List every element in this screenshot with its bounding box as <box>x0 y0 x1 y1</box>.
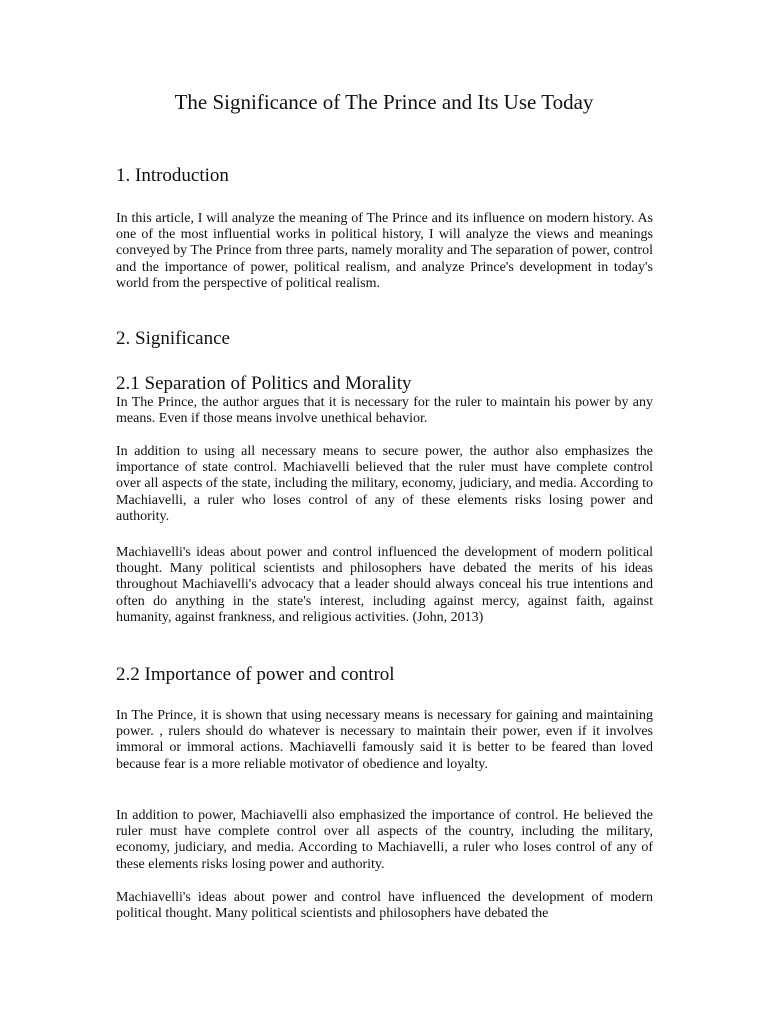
paragraph-separation-2: In addition to using all necessary means to secure power, the author also emphasizes the importance of state control. Machiavelli believed that the ruler must have complete control over all aspects of the state, including the military, economy, judiciary, and media. According to Machiavelli, a ruler who loses control of any of these elements risks losing power and authority. <box>116 444 653 524</box>
paragraph-separation-1: In The Prince, the author argues that it is necessary for the ruler to maintain his power by any means. Even if those means involve unethical behavior. <box>116 395 653 427</box>
heading-importance-of-power-and-control: 2.2 Importance of power and control <box>116 664 395 685</box>
paragraph-power-3: Machiavelli's ideas about power and control have influenced the development of modern political thought. Many political scientists and philosophers have debated the <box>116 890 653 922</box>
paragraph-power-2: In addition to power, Machiavelli also emphasized the importance of control. He believed the ruler must have complete control over all aspects of the country, including the military, economy, judiciary, and media. According to Machiavelli, a ruler who loses control of any of these elements risks losing power and authority. <box>116 808 653 872</box>
heading-separation-of-politics-and-morality: 2.1 Separation of Politics and Morality <box>116 373 412 394</box>
paragraph-separation-3: Machiavelli's ideas about power and control influenced the development of modern political thought. Many political scientists and philosophers have debated the merits of his ideas throughout Machiavelli's advocacy that a leader should always conceal his true intentions and often do anything in the state's interest, including against mercy, against faith, against humanity, against frankness, and religious activities. (John, 2013) <box>116 545 653 625</box>
paragraph-introduction: In this article, I will analyze the meaning of The Prince and its influence on modern history. As one of the most influential works in political history, I will analyze the views and meanings conveyed by The Prince from three parts, namely morality and The separation of power, control and the importance of power, political realism, and analyze Prince's development in today's world from the perspective of political realism. <box>116 211 653 291</box>
document-title: The Significance of The Prince and Its Use Today <box>174 90 594 114</box>
heading-significance: 2. Significance <box>116 328 230 349</box>
heading-introduction: 1. Introduction <box>116 165 229 186</box>
paragraph-power-1: In The Prince, it is shown that using necessary means is necessary for gaining and maintaining power. , rulers should do whatever is necessary to maintain their power, even if it involves immoral or immoral actions. Machiavelli famously said it is better to be feared than loved because fear is a more reliable motivator of obedience and loyalty. <box>116 708 653 772</box>
